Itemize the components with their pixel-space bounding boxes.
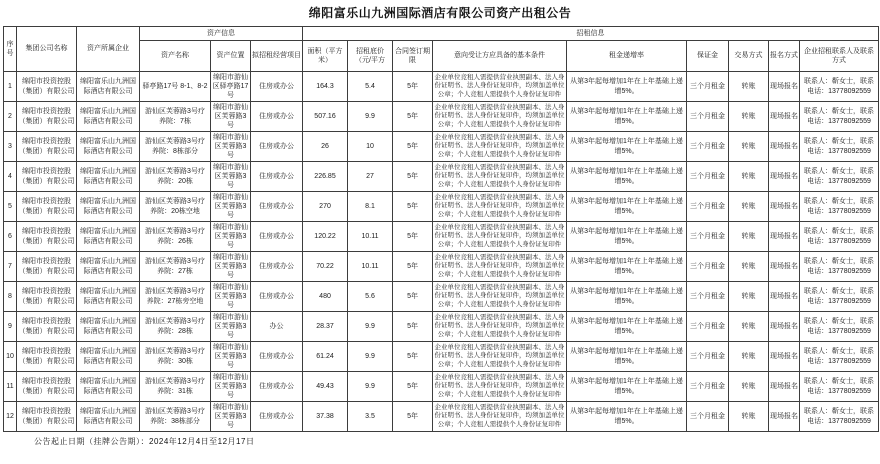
cell-asset-name: 游仙区芙蓉路3号疗养院：28栋	[140, 312, 211, 342]
cell-area: 61.24	[303, 342, 348, 372]
cell-area: 270	[303, 192, 348, 222]
cell-asset-name: 游仙区芙蓉路3号疗养院：20栋	[140, 162, 211, 192]
cell-base-price: 10.11	[348, 222, 393, 252]
cell-conditions: 企业单位竞租人需提供营业执照副本、法人身份证明书、法人身份证复印件，均须加盖单位公章；个人竞租人需提供个人身份证复印件	[433, 72, 567, 102]
cell-seq: 1	[4, 72, 17, 102]
cell-rent-increase: 从第3年起每增加1年在上年基础上递增5%。	[567, 222, 687, 252]
cell-asset-location: 绵阳市游仙区芙蓉路3号	[211, 132, 251, 162]
cell-deposit: 三个月租金	[687, 192, 729, 222]
cell-group-company: 绵阳市投资控股（集团）有限公司	[17, 312, 77, 342]
col-header-trade-method: 交易方式	[729, 41, 769, 72]
cell-base-price: 10.11	[348, 252, 393, 282]
cell-deposit: 三个月租金	[687, 372, 729, 402]
cell-conditions: 企业单位竞租人需提供营业执照副本、法人身份证明书、法人身份证复印件，均须加盖单位公章；个人竞租人需提供个人身份证复印件	[433, 162, 567, 192]
cell-asset-name: 游仙区芙蓉路3号疗养院：27栋旁空地	[140, 282, 211, 312]
cell-asset-owner: 绵阳富乐山九洲国际酒店有限公司	[77, 282, 140, 312]
cell-seq: 11	[4, 372, 17, 402]
cell-asset-owner: 绵阳富乐山九洲国际酒店有限公司	[77, 312, 140, 342]
cell-group-company: 绵阳市投资控股（集团）有限公司	[17, 162, 77, 192]
cell-deposit: 三个月租金	[687, 162, 729, 192]
cell-contact: 联系人：靳女士，联系电话：13778092559	[800, 252, 879, 282]
col-header-seq: 序号	[4, 27, 17, 72]
cell-trade-method: 转账	[729, 102, 769, 132]
cell-asset-name: 游仙区芙蓉路3号疗养院：38栋部分	[140, 402, 211, 432]
cell-contact: 联系人：靳女士，联系电话：13778092559	[800, 312, 879, 342]
group-header-rental-info: 招租信息	[303, 27, 879, 41]
cell-asset-owner: 绵阳富乐山九洲国际酒店有限公司	[77, 72, 140, 102]
table-row	[4, 372, 879, 402]
cell-group-company: 绵阳市投资控股（集团）有限公司	[17, 252, 77, 282]
cell-base-price: 9.9	[348, 342, 393, 372]
cell-rent-increase: 从第3年起每增加1年在上年基础上递增5%。	[567, 342, 687, 372]
cell-conditions: 企业单位竞租人需提供营业执照副本、法人身份证明书、法人身份证复印件，均须加盖单位公章；个人竞租人需提供个人身份证复印件	[433, 372, 567, 402]
col-header-rent-increase: 租金递增率	[567, 41, 687, 72]
cell-planned-business: 住房或办公	[251, 372, 303, 402]
cell-asset-name: 游仙区芙蓉路3号疗养院：31栋	[140, 372, 211, 402]
page-title: 绵阳富乐山九洲国际酒店有限公司资产出租公告	[308, 6, 572, 20]
cell-deposit: 三个月租金	[687, 252, 729, 282]
cell-contract-term: 5年	[393, 402, 433, 432]
cell-area: 480	[303, 282, 348, 312]
col-header-contact: 企业招租联系人及联系方式	[800, 41, 879, 72]
cell-deposit: 三个月租金	[687, 102, 729, 132]
cell-planned-business: 住房或办公	[251, 72, 303, 102]
cell-planned-business: 住房或办公	[251, 162, 303, 192]
cell-signup-method: 现场报名	[769, 312, 800, 342]
cell-contact: 联系人：靳女士，联系电话：13778092559	[800, 342, 879, 372]
cell-asset-owner: 绵阳富乐山九洲国际酒店有限公司	[77, 102, 140, 132]
cell-asset-owner: 绵阳富乐山九洲国际酒店有限公司	[77, 252, 140, 282]
cell-group-company: 绵阳市投资控股（集团）有限公司	[17, 102, 77, 132]
cell-planned-business: 住房或办公	[251, 132, 303, 162]
col-header-asset-location: 资产位置	[211, 41, 251, 72]
cell-group-company: 绵阳市投资控股（集团）有限公司	[17, 372, 77, 402]
cell-base-price: 27	[348, 162, 393, 192]
cell-contact: 联系人：靳女士，联系电话：13778092559	[800, 372, 879, 402]
cell-rent-increase: 从第3年起每增加1年在上年基础上递增5%。	[567, 402, 687, 432]
cell-base-price: 8.1	[348, 192, 393, 222]
announcement-period: 公告起止日期（挂牌公告期）：2024年12月4日至12月17日	[34, 437, 255, 446]
cell-conditions: 企业单位竞租人需提供营业执照副本、法人身份证明书、法人身份证复印件，均须加盖单位公章；个人竞租人需提供个人身份证复印件	[433, 402, 567, 432]
cell-asset-name: 驿亭路17号 8-1、8-2	[140, 72, 211, 102]
cell-trade-method: 转账	[729, 312, 769, 342]
cell-deposit: 三个月租金	[687, 342, 729, 372]
cell-group-company: 绵阳市投资控股（集团）有限公司	[17, 342, 77, 372]
table-row	[4, 102, 879, 132]
cell-signup-method: 现场报名	[769, 222, 800, 252]
cell-asset-owner: 绵阳富乐山九洲国际酒店有限公司	[77, 132, 140, 162]
cell-area: 28.37	[303, 312, 348, 342]
cell-area: 120.22	[303, 222, 348, 252]
cell-signup-method: 现场报名	[769, 72, 800, 102]
cell-contact: 联系人：靳女士，联系电话：13778092559	[800, 132, 879, 162]
cell-seq: 5	[4, 192, 17, 222]
cell-signup-method: 现场报名	[769, 192, 800, 222]
cell-trade-method: 转账	[729, 282, 769, 312]
cell-asset-location: 绵阳市游仙区芙蓉路3号	[211, 162, 251, 192]
cell-asset-location: 绵阳市游仙区芙蓉路3号	[211, 312, 251, 342]
cell-planned-business: 办公	[251, 312, 303, 342]
cell-rent-increase: 从第3年起每增加1年在上年基础上递增5%。	[567, 372, 687, 402]
cell-contract-term: 5年	[393, 312, 433, 342]
cell-planned-business: 住房或办公	[251, 192, 303, 222]
cell-conditions: 企业单位竞租人需提供营业执照副本、法人身份证明书、法人身份证复印件，均须加盖单位公章；个人竞租人需提供个人身份证复印件	[433, 222, 567, 252]
cell-base-price: 5.4	[348, 72, 393, 102]
cell-contact: 联系人：靳女士，联系电话：13778092559	[800, 282, 879, 312]
cell-asset-name: 游仙区芙蓉路3号疗养院：8栋部分	[140, 132, 211, 162]
cell-base-price: 5.6	[348, 282, 393, 312]
cell-rent-increase: 从第3年起每增加1年在上年基础上递增5%。	[567, 312, 687, 342]
cell-asset-location: 绵阳市游仙区驿亭路17号	[211, 72, 251, 102]
cell-conditions: 企业单位竞租人需提供营业执照副本、法人身份证明书、法人身份证复印件，均须加盖单位公章；个人竞租人需提供个人身份证复印件	[433, 132, 567, 162]
table-group-header-row	[4, 27, 879, 41]
cell-contact: 联系人：靳女士，联系电话：13778092559	[800, 192, 879, 222]
cell-conditions: 企业单位竞租人需提供营业执照副本、法人身份证明书、法人身份证复印件，均须加盖单位公章；个人竞租人需提供个人身份证复印件	[433, 102, 567, 132]
cell-rent-increase: 从第3年起每增加1年在上年基础上递增5%。	[567, 162, 687, 192]
table-row	[4, 192, 879, 222]
table-row	[4, 342, 879, 372]
cell-asset-owner: 绵阳富乐山九洲国际酒店有限公司	[77, 162, 140, 192]
col-header-asset-name: 资产名称	[140, 41, 211, 72]
cell-deposit: 三个月租金	[687, 282, 729, 312]
cell-area: 26	[303, 132, 348, 162]
cell-contract-term: 5年	[393, 372, 433, 402]
cell-trade-method: 转账	[729, 72, 769, 102]
cell-asset-location: 绵阳市游仙区芙蓉路3号	[211, 192, 251, 222]
cell-asset-location: 绵阳市游仙区芙蓉路3号	[211, 252, 251, 282]
cell-asset-name: 游仙区芙蓉路3号疗养院：30栋	[140, 342, 211, 372]
table-row	[4, 312, 879, 342]
cell-trade-method: 转账	[729, 222, 769, 252]
table-row	[4, 162, 879, 192]
cell-asset-owner: 绵阳富乐山九洲国际酒店有限公司	[77, 372, 140, 402]
col-header-deposit: 保证金	[687, 41, 729, 72]
cell-conditions: 企业单位竞租人需提供营业执照副本、法人身份证明书、法人身份证复印件，均须加盖单位公章；个人竞租人需提供个人身份证复印件	[433, 192, 567, 222]
cell-contract-term: 5年	[393, 132, 433, 162]
cell-signup-method: 现场报名	[769, 102, 800, 132]
cell-signup-method: 现场报名	[769, 342, 800, 372]
table-row	[4, 72, 879, 102]
table-row	[4, 132, 879, 162]
cell-planned-business: 住房或办公	[251, 222, 303, 252]
cell-planned-business: 住房或办公	[251, 282, 303, 312]
cell-contract-term: 5年	[393, 72, 433, 102]
col-header-asset-owner: 资产所属企业	[77, 27, 140, 72]
cell-planned-business: 住房或办公	[251, 342, 303, 372]
cell-contract-term: 5年	[393, 252, 433, 282]
cell-asset-location: 绵阳市游仙区芙蓉路3号	[211, 102, 251, 132]
cell-seq: 2	[4, 102, 17, 132]
cell-rent-increase: 从第3年起每增加1年在上年基础上递增5%。	[567, 132, 687, 162]
cell-group-company: 绵阳市投资控股（集团）有限公司	[17, 282, 77, 312]
cell-group-company: 绵阳市投资控股（集团）有限公司	[17, 132, 77, 162]
col-header-group-company: 集团公司名称	[17, 27, 77, 72]
cell-signup-method: 现场报名	[769, 162, 800, 192]
cell-rent-increase: 从第3年起每增加1年在上年基础上递增5%。	[567, 252, 687, 282]
cell-base-price: 9.9	[348, 312, 393, 342]
cell-asset-name: 游仙区芙蓉路3号疗养院：26栋	[140, 222, 211, 252]
cell-signup-method: 现场报名	[769, 402, 800, 432]
cell-asset-location: 绵阳市游仙区芙蓉路3号	[211, 402, 251, 432]
cell-trade-method: 转账	[729, 132, 769, 162]
table-row	[4, 402, 879, 432]
cell-conditions: 企业单位竞租人需提供营业执照副本、法人身份证明书、法人身份证复印件，均须加盖单位公章；个人竞租人需提供个人身份证复印件	[433, 252, 567, 282]
cell-signup-method: 现场报名	[769, 282, 800, 312]
cell-seq: 9	[4, 312, 17, 342]
cell-area: 507.16	[303, 102, 348, 132]
table-row	[4, 222, 879, 252]
cell-planned-business: 住房或办公	[251, 102, 303, 132]
cell-group-company: 绵阳市投资控股（集团）有限公司	[17, 72, 77, 102]
cell-trade-method: 转账	[729, 192, 769, 222]
cell-group-company: 绵阳市投资控股（集团）有限公司	[17, 192, 77, 222]
cell-conditions: 企业单位竞租人需提供营业执照副本、法人身份证明书、法人身份证复印件，均须加盖单位公章；个人竞租人需提供个人身份证复印件	[433, 282, 567, 312]
cell-asset-owner: 绵阳富乐山九洲国际酒店有限公司	[77, 342, 140, 372]
cell-seq: 7	[4, 252, 17, 282]
cell-planned-business: 住房或办公	[251, 252, 303, 282]
cell-deposit: 三个月租金	[687, 312, 729, 342]
cell-rent-increase: 从第3年起每增加1年在上年基础上递增5%。	[567, 102, 687, 132]
cell-asset-location: 绵阳市游仙区芙蓉路3号	[211, 282, 251, 312]
announcement-page	[0, 6, 880, 464]
cell-contact: 联系人：靳女士，联系电话：13778092559	[800, 102, 879, 132]
cell-base-price: 9.9	[348, 372, 393, 402]
cell-asset-owner: 绵阳富乐山九洲国际酒店有限公司	[77, 192, 140, 222]
col-header-area: 面积（平方米）	[303, 41, 348, 72]
cell-area: 70.22	[303, 252, 348, 282]
cell-contract-term: 5年	[393, 342, 433, 372]
cell-area: 37.38	[303, 402, 348, 432]
cell-contract-term: 5年	[393, 192, 433, 222]
cell-deposit: 三个月租金	[687, 402, 729, 432]
cell-contact: 联系人：靳女士，联系电话：13778092559	[800, 162, 879, 192]
cell-group-company: 绵阳市投资控股（集团）有限公司	[17, 402, 77, 432]
cell-base-price: 9.9	[348, 102, 393, 132]
cell-seq: 10	[4, 342, 17, 372]
cell-planned-business: 住房或办公	[251, 402, 303, 432]
cell-trade-method: 转账	[729, 252, 769, 282]
cell-conditions: 企业单位竞租人需提供营业执照副本、法人身份证明书、法人身份证复印件，均须加盖单位公章；个人竞租人需提供个人身份证复印件	[433, 342, 567, 372]
cell-trade-method: 转账	[729, 402, 769, 432]
cell-seq: 4	[4, 162, 17, 192]
cell-asset-owner: 绵阳富乐山九洲国际酒店有限公司	[77, 222, 140, 252]
cell-trade-method: 转账	[729, 372, 769, 402]
cell-asset-location: 绵阳市游仙区芙蓉路3号	[211, 342, 251, 372]
cell-contact: 联系人：靳女士，联系电话：13778092559	[800, 72, 879, 102]
cell-seq: 6	[4, 222, 17, 252]
table-body	[4, 72, 879, 432]
cell-contract-term: 5年	[393, 102, 433, 132]
col-header-base-price: 招租底价（元/平方	[348, 41, 393, 72]
cell-area: 164.3	[303, 72, 348, 102]
cell-signup-method: 现场报名	[769, 372, 800, 402]
table-row	[4, 282, 879, 312]
asset-rental-table	[3, 26, 879, 432]
cell-contact: 联系人：靳女士，联系电话：13778092559	[800, 402, 879, 432]
cell-contract-term: 5年	[393, 282, 433, 312]
cell-contract-term: 5年	[393, 162, 433, 192]
col-header-conditions: 意向受让方应具备的基本条件	[433, 41, 567, 72]
cell-rent-increase: 从第3年起每增加1年在上年基础上递增5%。	[567, 192, 687, 222]
cell-rent-increase: 从第3年起每增加1年在上年基础上递增5%。	[567, 282, 687, 312]
table-row	[4, 252, 879, 282]
cell-group-company: 绵阳市投资控股（集团）有限公司	[17, 222, 77, 252]
cell-seq: 8	[4, 282, 17, 312]
cell-contact: 联系人：靳女士，联系电话：13778092559	[800, 222, 879, 252]
cell-trade-method: 转账	[729, 342, 769, 372]
cell-trade-method: 转账	[729, 162, 769, 192]
cell-signup-method: 现场报名	[769, 132, 800, 162]
cell-rent-increase: 从第3年起每增加1年在上年基础上递增5%。	[567, 72, 687, 102]
cell-asset-owner: 绵阳富乐山九洲国际酒店有限公司	[77, 402, 140, 432]
cell-asset-name: 游仙区芙蓉路3号疗养院：7栋	[140, 102, 211, 132]
cell-asset-location: 绵阳市游仙区芙蓉路3号	[211, 222, 251, 252]
col-header-contract-term: 合同签订期限	[393, 41, 433, 72]
cell-base-price: 10	[348, 132, 393, 162]
cell-conditions: 企业单位竞租人需提供营业执照副本、法人身份证明书、法人身份证复印件，均须加盖单位公章；个人竞租人需提供个人身份证复印件	[433, 312, 567, 342]
cell-asset-name: 游仙区芙蓉路3号疗养院：27栋	[140, 252, 211, 282]
col-header-signup-method: 报名方式	[769, 41, 800, 72]
cell-signup-method: 现场报名	[769, 252, 800, 282]
cell-area: 226.85	[303, 162, 348, 192]
cell-deposit: 三个月租金	[687, 72, 729, 102]
cell-deposit: 三个月租金	[687, 132, 729, 162]
cell-base-price: 3.5	[348, 402, 393, 432]
cell-area: 49.43	[303, 372, 348, 402]
cell-asset-location: 绵阳市游仙区芙蓉路3号	[211, 372, 251, 402]
cell-asset-name: 游仙区芙蓉路3号疗养院：20栋空地	[140, 192, 211, 222]
cell-deposit: 三个月租金	[687, 222, 729, 252]
col-header-planned-business: 拟招租经营项目	[251, 41, 303, 72]
cell-contract-term: 5年	[393, 222, 433, 252]
cell-seq: 3	[4, 132, 17, 162]
group-header-asset-info: 资产信息	[140, 27, 303, 41]
cell-seq: 12	[4, 402, 17, 432]
